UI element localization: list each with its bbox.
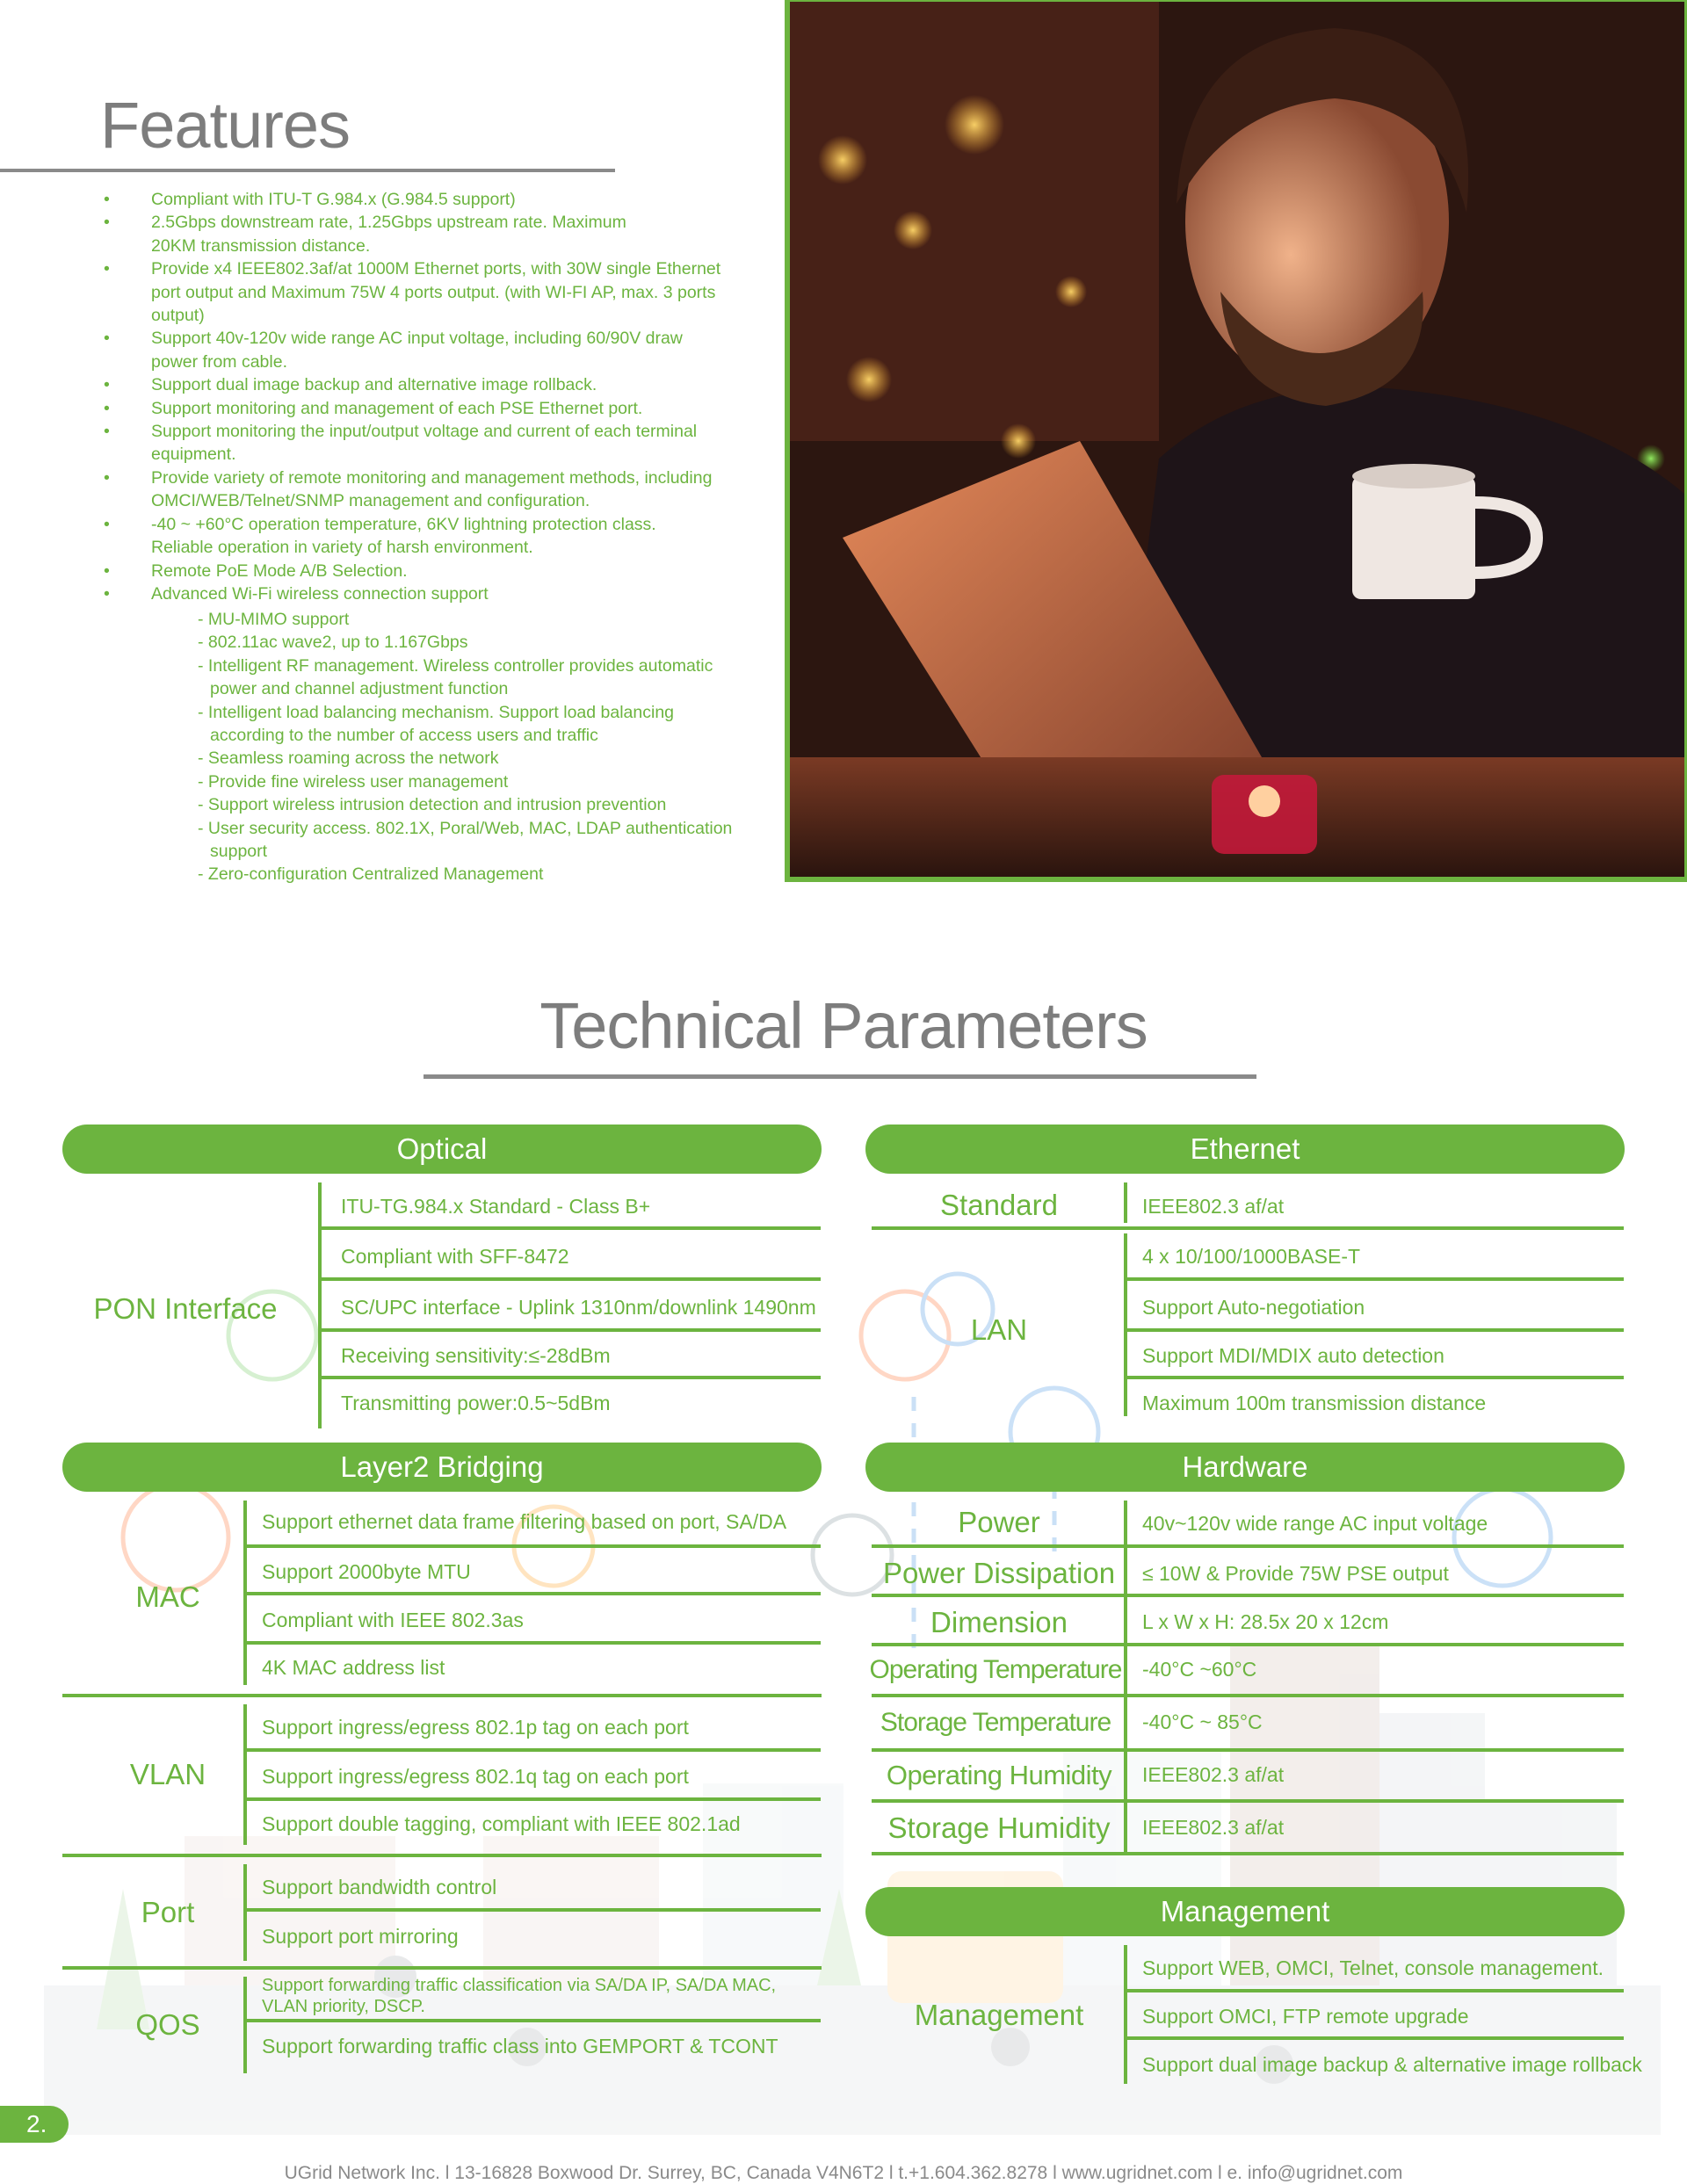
row-rule <box>322 1277 821 1281</box>
layer2-header: Layer2 Bridging <box>62 1443 822 1492</box>
wifi-subitem: - 802.11ac wave2, up to 1.167Gbps <box>198 633 468 653</box>
feature-item: • 2.5Gbps downstream rate, 1.25Gbps upstream rate. Maximum 20KM transmission distance. <box>104 213 626 256</box>
standard-label: Standard <box>940 1189 1058 1221</box>
wifi-subitem: - Seamless roaming across the network <box>198 748 499 769</box>
hardware-value: ≤ 10W & Provide 75W PSE output <box>1142 1562 1449 1585</box>
man-with-laptop-photo <box>785 0 1687 882</box>
hardware-header: Hardware <box>865 1443 1625 1492</box>
row-rule <box>247 1908 821 1912</box>
feature-item: • Support monitoring the input/output voltage and current of each terminal equipment. <box>104 422 698 465</box>
row-rule <box>1127 1328 1624 1332</box>
feature-item: • Support dual image backup and alternative image rollback. <box>104 375 597 395</box>
wifi-subitem: - MU-MIMO support <box>198 610 350 629</box>
hardware-label: Storage Temperature <box>880 1708 1111 1737</box>
wifi-subitem: - User security access. 802.1X, Poral/Web, MAC, LDAP authentication support <box>198 818 733 862</box>
feature-item: • Compliant with ITU-T G.984.x (G.984.5 support) <box>104 190 516 209</box>
wifi-subitem: - Support wireless intrusion detection and intrusion prevention <box>198 795 667 815</box>
pon-interface-label: PON Interface <box>93 1292 278 1325</box>
row-rule <box>247 2019 821 2022</box>
row-rule <box>247 1592 821 1595</box>
row-rule <box>1127 1989 1624 1992</box>
standard-value: IEEE802.3 af/at <box>1142 1195 1285 1218</box>
row-rule <box>872 1643 1624 1646</box>
hardware-label: Dimension <box>930 1606 1068 1638</box>
row-rule <box>247 1748 821 1752</box>
hardware-value: IEEE802.3 af/at <box>1142 1763 1285 1786</box>
optical-divider <box>318 1182 322 1428</box>
row-rule <box>872 1226 1624 1230</box>
vlan-value: Support double tagging, compliant with IEEE 802.1ad <box>262 1812 741 1835</box>
optical-value: ITU-TG.984.x Standard - Class B+ <box>341 1195 651 1218</box>
features-title: Features <box>100 89 351 162</box>
optical-value: Receiving sensitivity:≤-28dBm <box>341 1344 611 1367</box>
lan-value: 4 x 10/100/1000BASE-T <box>1142 1245 1361 1268</box>
management-label: Management <box>914 1999 1084 2031</box>
lan-value: Support Auto-negotiation <box>1142 1296 1365 1319</box>
hardware-label: Operating Humidity <box>886 1760 1112 1790</box>
management-value: Support WEB, OMCI, Telnet, console management. <box>1142 1956 1604 1979</box>
hardware-value: -40°C ~60°C <box>1142 1658 1257 1681</box>
hardware-value: IEEE802.3 af/at <box>1142 1816 1285 1839</box>
features-list <box>104 188 771 605</box>
port-value: Support port mirroring <box>262 1925 459 1948</box>
row-rule <box>322 1226 821 1230</box>
footer-contact: UGrid Network Inc. l 13-16828 Boxwood Dr. Surrey, BC, Canada V4N6T2 l t.+1.604.362.8278 l www.ugridnet.com l e. info@ugridnet.com <box>284 2163 1403 2183</box>
mac-value: Compliant with IEEE 802.3as <box>262 1609 524 1631</box>
row-rule <box>872 1799 1624 1803</box>
optical-value: SC/UPC interface - Uplink 1310nm/downlink 1490nm <box>341 1296 816 1319</box>
row-rule <box>247 1797 821 1801</box>
hardware-value: -40°C ~ 85°C <box>1142 1710 1263 1733</box>
optical-value: Transmitting power:0.5~5dBm <box>341 1392 611 1414</box>
qos-value: Support forwarding traffic classification via SA/DA IP, SA/DA MAC, VLAN priority, DSCP. <box>262 1976 777 2016</box>
optical-value: Compliant with SFF-8472 <box>341 1245 569 1268</box>
feature-item: • Provide variety of remote monitoring and management methods, including OMCI/WEB/Telnet/SNMP management and configuration. <box>104 467 713 511</box>
row-rule <box>247 1641 821 1645</box>
wifi-subitem: - Zero-configuration Centralized Management <box>198 864 544 885</box>
mac-value: Support ethernet data frame filtering based on port, SA/DA <box>262 1510 787 1533</box>
port-label: Port <box>141 1896 195 1928</box>
technical-parameters-divider <box>424 1074 1256 1079</box>
row-rule <box>872 1694 1624 1697</box>
group-rule <box>62 1854 822 1857</box>
hardware-value: 40v~120v wide range AC input voltage <box>1142 1512 1488 1535</box>
feature-item: • Support monitoring and management of each PSE Ethernet port. <box>104 398 643 418</box>
wifi-subitem: - Provide fine wireless user management <box>198 771 509 792</box>
vlan-label: VLAN <box>129 1758 206 1790</box>
row-rule <box>1127 1376 1624 1379</box>
feature-item: • Support 40v-120v wide range AC input voltage, including 60/90V draw power from cable. <box>104 329 683 372</box>
ethernet-divider <box>1124 1233 1127 1416</box>
group-rule <box>62 1966 822 1970</box>
management-value: Support dual image backup & alternative image rollback <box>1142 2053 1642 2076</box>
mac-value: Support 2000byte MTU <box>262 1560 471 1583</box>
row-rule <box>322 1328 821 1332</box>
management-divider <box>1124 1945 1127 2084</box>
row-rule <box>1127 2036 1624 2040</box>
management-value: Support OMCI, FTP remote upgrade <box>1142 2005 1469 2028</box>
features-divider <box>0 169 615 172</box>
feature-item: • -40 ~ +60°C operation temperature, 6KV lightning protection class. Reliable operation in variety of harsh environment. <box>104 514 656 558</box>
hardware-label: Power <box>958 1506 1040 1538</box>
vlan-value: Support ingress/egress 802.1q tag on each port <box>262 1765 689 1788</box>
hardware-label: Operating Temperature <box>869 1655 1122 1684</box>
technical-parameters-title: Technical Parameters <box>539 989 1148 1062</box>
feature-item: • Provide x4 IEEE802.3af/at 1000M Ethernet ports, with 30W single Ethernet port output and Maximum 75W 4 ports output. (with WI-FI AP, max. 3 ports output) <box>104 259 721 326</box>
hardware-label: Storage Humidity <box>887 1812 1111 1844</box>
lan-value: Support MDI/MDIX auto detection <box>1142 1344 1444 1367</box>
group-rule <box>62 1694 822 1697</box>
page-number: 2. <box>0 2106 69 2143</box>
mac-label: MAC <box>135 1580 200 1613</box>
optical-header: Optical <box>62 1125 822 1174</box>
ethernet-header: Ethernet <box>865 1125 1625 1174</box>
row-rule <box>1127 1277 1624 1281</box>
row-rule <box>872 1748 1624 1752</box>
port-value: Support bandwidth control <box>262 1876 497 1898</box>
qos-label: QOS <box>135 2008 200 2041</box>
row-rule <box>872 1594 1624 1597</box>
layer2-divider <box>243 1977 247 2073</box>
layer2-divider <box>243 1704 247 1845</box>
feature-item: • Remote PoE Mode A/B Selection. <box>104 560 408 581</box>
wifi-subitems-list <box>198 608 742 886</box>
lan-label: LAN <box>970 1313 1028 1346</box>
photo-illustration <box>790 2 1684 877</box>
lan-value: Maximum 100m transmission distance <box>1142 1392 1487 1414</box>
qos-value: Support forwarding traffic class into GEMPORT & TCONT <box>262 2035 778 2057</box>
row-rule <box>322 1376 821 1379</box>
layer2-divider <box>243 1864 247 1961</box>
row-rule <box>872 1852 1624 1855</box>
hardware-value: L x W x H: 28.5x 20 x 12cm <box>1142 1610 1389 1633</box>
row-rule <box>872 1544 1624 1548</box>
wifi-subitem: - Intelligent RF management. Wireless controller provides automatic power and channel adjustment function <box>198 655 713 699</box>
mac-value: 4K MAC address list <box>262 1656 445 1679</box>
row-rule <box>247 1544 821 1548</box>
feature-item: • Advanced Wi-Fi wireless connection support <box>104 583 489 604</box>
ethernet-divider <box>1124 1182 1127 1223</box>
wifi-subitem: - Intelligent load balancing mechanism. Support load balancing according to the number of access users and traffic <box>198 702 675 746</box>
hardware-label: Power Dissipation <box>882 1557 1116 1589</box>
management-header: Management <box>865 1887 1625 1936</box>
vlan-value: Support ingress/egress 802.1p tag on each port <box>262 1716 689 1739</box>
